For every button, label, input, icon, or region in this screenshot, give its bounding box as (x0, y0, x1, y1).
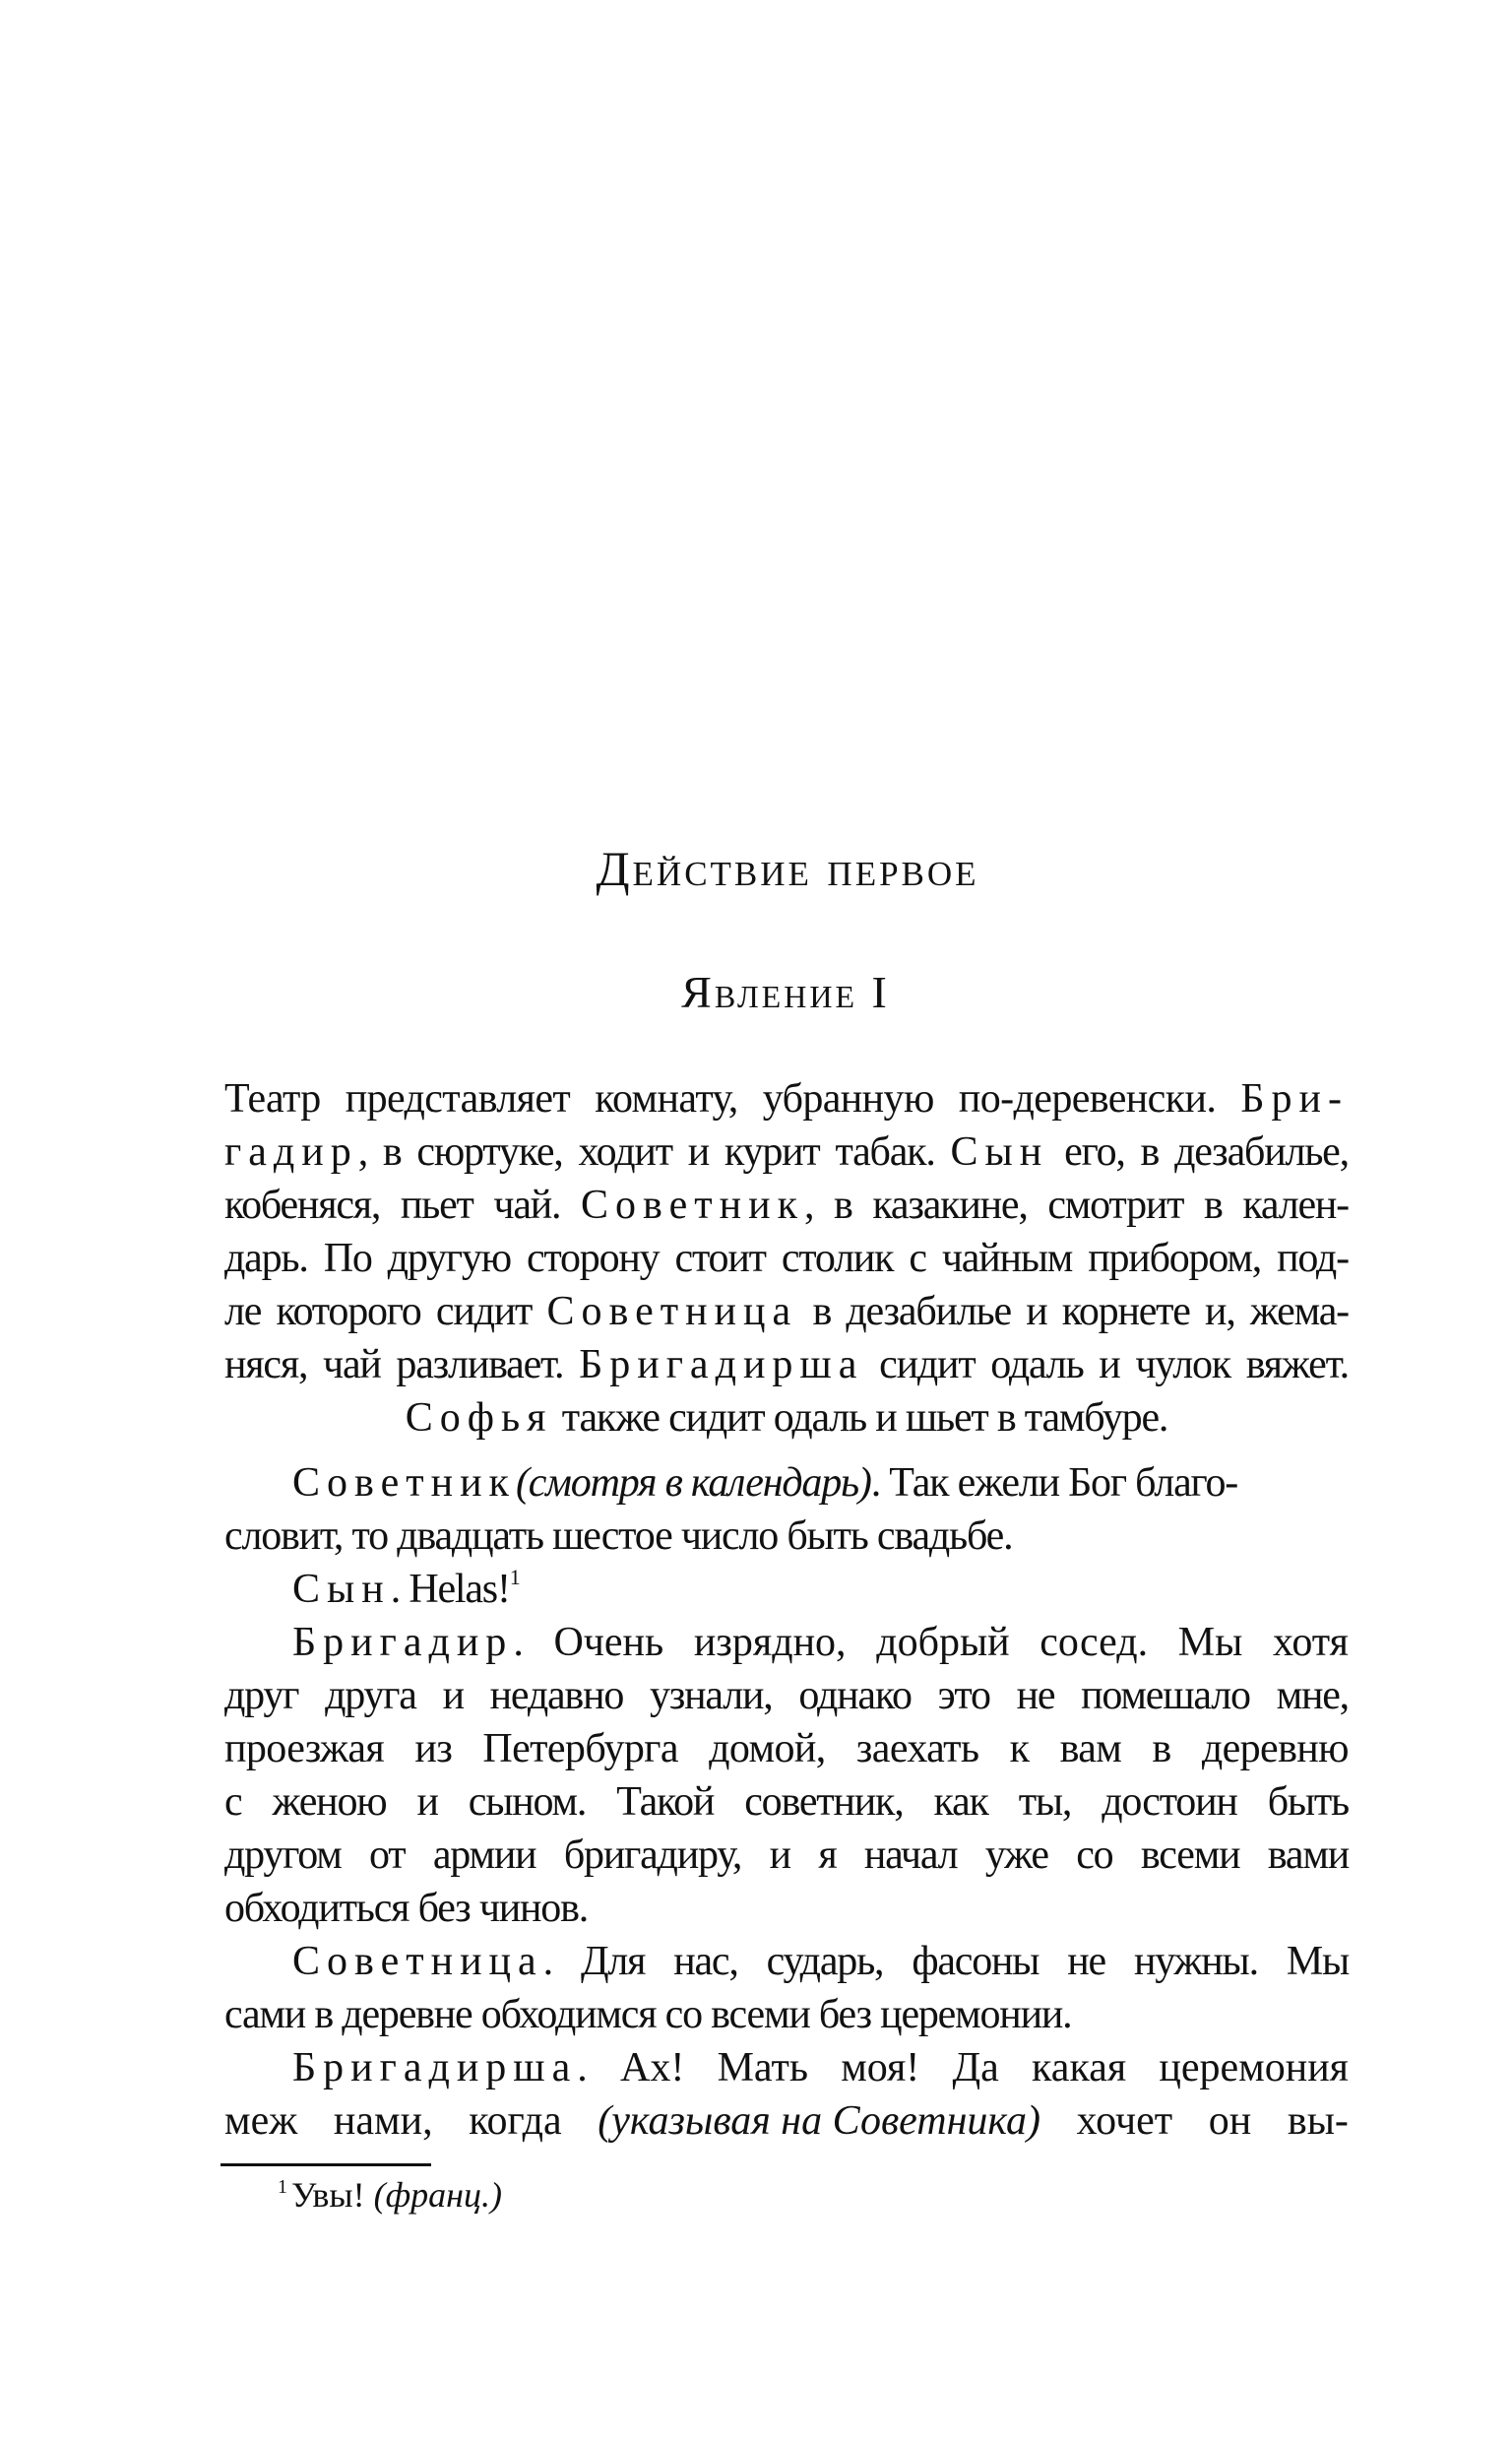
text-line: Советница. Для нас, сударь, фасоны не нужны. Мы (292, 1939, 1349, 1984)
text-line: Сын. Helas!$^1$ (292, 1565, 520, 1612)
dialogue-line (224, 2041, 1349, 2148)
speaker-name: Сын (292, 1567, 391, 1612)
footnote-text: Увы! (291, 2175, 374, 2215)
text-line: проезжая из Петербурга домой, заехать к вам в деревню (224, 1726, 1349, 1771)
text-line: другом от армии бригадиру, и я начал уже со всеми вами (224, 1832, 1349, 1878)
text-line: дарь. По другую сторону стоит столик с чайным прибором, под- (224, 1236, 1349, 1281)
dialogue-line (224, 1563, 1349, 1616)
text-line: Софья также сидит одаль и шьет в тамбуре. (405, 1395, 1168, 1441)
speaker-name: Советник (292, 1460, 516, 1506)
text-line: Бригадир. Очень изрядно, добрый сосед. Мы хотя (292, 1620, 1349, 1665)
speaker-name: Советница (292, 1939, 543, 1984)
speaker-name: Бригадирша (579, 1342, 864, 1387)
text-line: няся, чай разливает. Бригадирша сидит одаль и чулок вяжет. (224, 1338, 1349, 1391)
act-title: Действие первое (596, 841, 979, 896)
text-line: обходиться без чинов. (224, 1886, 589, 1931)
text-line: Советник(смотря в календарь). Так ежели Бог благо- (292, 1460, 1238, 1506)
speaker-name: Советница (546, 1289, 798, 1334)
text-line: с женою и сыном. Такой советник, как ты, достоин быть (224, 1779, 1349, 1825)
footnote-note: (франц.) (373, 2175, 503, 2215)
text-line: словит, то двадцать шестое число быть свадьбе. (224, 1513, 1013, 1559)
speaker-name: Бригадирша (292, 2045, 578, 2090)
text-line: сами в деревне обходимся со всеми без церемонии. (224, 1992, 1072, 2037)
speaker-name: Советник (581, 1183, 804, 1228)
text-line: Театр представляет комнату, убранную по-деревенски. Бри- (224, 1072, 1349, 1125)
text-line: друг друга и недавно узнали, однако это не помешало мне, (224, 1673, 1349, 1718)
stage-direction (224, 1072, 1349, 1445)
scene-title: Явление I (681, 967, 890, 1017)
stage-note: (указывая на Советника) (598, 2098, 1041, 2144)
footnote (278, 2173, 502, 2217)
text-line: ле которого сидит Советница в дезабилье и корнете и, жема- (224, 1285, 1349, 1338)
speaker-name: Бригадир (292, 1620, 514, 1665)
footnote-number: 1 (278, 2176, 287, 2198)
dialogue-line (224, 1456, 1349, 1563)
text-line: гадир, в сюртуке, ходит и курит табак. Сын его, в дезабилье, (224, 1125, 1349, 1179)
dialogue-line (224, 1616, 1349, 1935)
dialogue-line (224, 1935, 1349, 2041)
footnote-divider (220, 2163, 431, 2166)
stage-note: (смотря в календарь) (515, 1460, 871, 1506)
text-line: Бригадирша. Ах! Мать моя! Да какая церемония (292, 2045, 1349, 2090)
footnote-ref[interactable]: 1 (509, 1565, 520, 1589)
speaker-name: Сын (950, 1129, 1049, 1175)
text-line: кобеняся, пьет чай. Советник, в казакине, смотрит в кален- (224, 1183, 1349, 1228)
text-body (224, 1072, 1349, 2148)
text-line: меж нами, когда (указывая на Советника) хочет он вы- (224, 2094, 1349, 2148)
speaker-name: гадир (224, 1129, 358, 1175)
speaker-name: Софья (405, 1395, 553, 1441)
speaker-name: Бри- (1240, 1076, 1349, 1122)
